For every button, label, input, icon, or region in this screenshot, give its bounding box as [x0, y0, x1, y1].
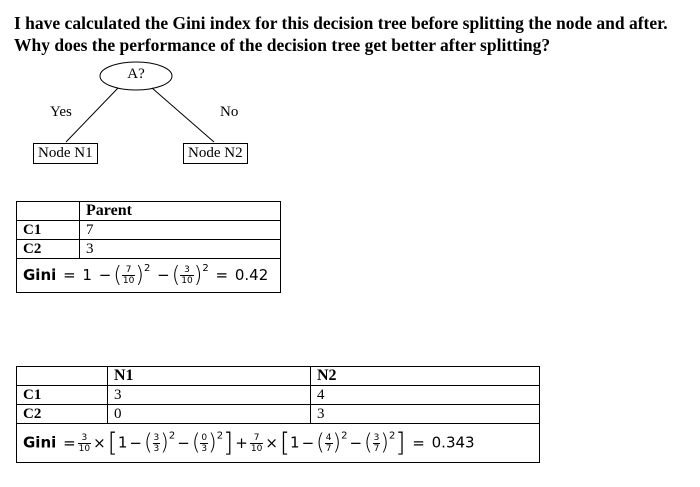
root-label: A?	[127, 66, 145, 82]
row-value: 3	[80, 240, 281, 259]
yes-label: Yes	[50, 104, 72, 120]
n2-value: 3	[311, 405, 540, 424]
empty-cell	[17, 202, 80, 221]
parent-table	[16, 201, 281, 293]
gini-result: 0.42	[234, 266, 269, 284]
split-header-row	[17, 367, 540, 386]
node-n2: Node N2	[183, 143, 248, 164]
split-table	[16, 366, 540, 463]
gini-label: Gini	[23, 433, 57, 452]
fraction: $\frac{3}{3}$	[153, 432, 160, 454]
fraction: $\frac{7}{10}$	[122, 265, 135, 286]
node-n1: Node N1	[33, 143, 98, 164]
fraction: $\frac{4}{7}$	[325, 432, 332, 454]
table-row	[17, 405, 540, 424]
fraction: $\frac{7}{10}$	[250, 432, 263, 454]
n1-value: 3	[108, 386, 311, 405]
table-row	[17, 221, 281, 240]
empty-cell	[17, 367, 108, 386]
question-text: I have calculated the Gini index for this decision tree before splitting the node and after. Why does the performance of the decision tree get better after splitting?	[14, 13, 668, 55]
edge-no	[152, 88, 214, 142]
gini-result: 0.343	[431, 433, 475, 452]
row-label: C1	[17, 386, 108, 405]
no-label: No	[220, 104, 239, 120]
n1-header: N1	[108, 367, 311, 386]
parent-gini-formula: Gini = 1 −( $\frac{7}{10}$ )$^2$ −( $\frac{3}{10}$ )$^2$ = 0.42	[17, 259, 281, 293]
n1-value: 0	[108, 405, 311, 424]
fraction: $\frac{3}{7}$	[373, 432, 380, 454]
parent-header-row	[17, 202, 281, 221]
row-label: C1	[17, 221, 80, 240]
table-row	[17, 386, 540, 405]
fraction: $\frac{3}{10}$	[78, 432, 91, 454]
row-value: 7	[80, 221, 281, 240]
n2-header: N2	[311, 367, 540, 386]
edge-yes	[66, 88, 118, 142]
fraction: $\frac{0}{3}$	[201, 432, 208, 454]
table-row	[17, 240, 281, 259]
split-gini-row	[17, 424, 540, 463]
split-gini-formula: Gini = $\frac{3}{10}$ ×[1 −( $\frac{3}{3}$ )$^2$ −( $\frac{0}{3}$ )$^2$] + $\frac{7}{10}$ ×[1 −( $\frac{4}{7}$ )$^2$ −( $\frac{3}{7}$ )$^2$] = 0.343	[17, 424, 540, 463]
row-label: C2	[17, 405, 108, 424]
fraction: $\frac{3}{10}$	[181, 265, 193, 286]
parent-gini-row	[17, 259, 281, 293]
parent-header: Parent	[80, 202, 281, 221]
n2-value: 4	[311, 386, 540, 405]
row-label: C2	[17, 240, 80, 259]
gini-label: Gini	[23, 266, 57, 284]
